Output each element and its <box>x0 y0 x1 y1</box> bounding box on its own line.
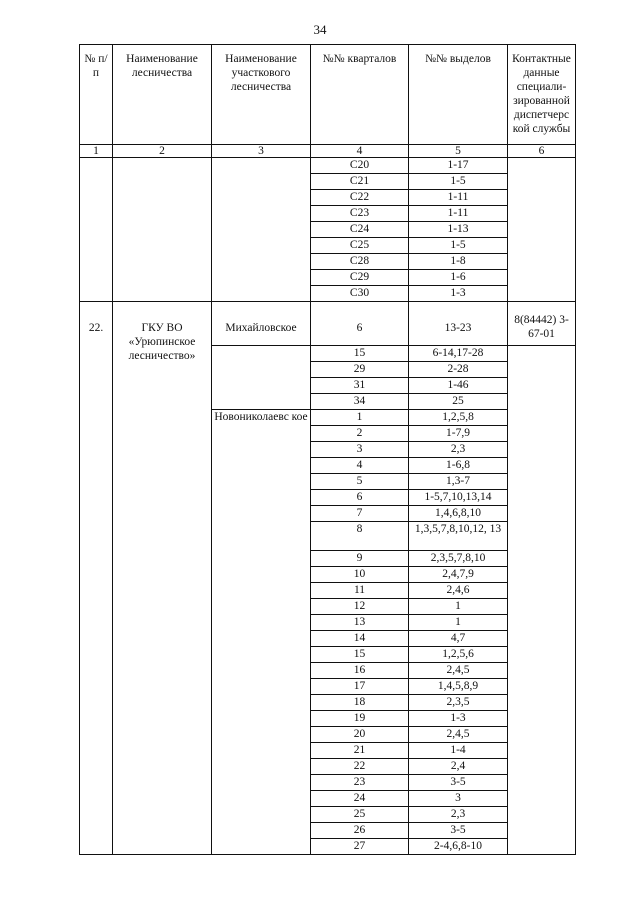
kvartal-cell: 23 <box>311 775 409 791</box>
kvartal-cell: 7 <box>311 506 409 522</box>
vydel-cell: 2,3,5,7,8,10 <box>409 551 508 567</box>
contact-blank-cell <box>508 759 576 775</box>
contact-blank-cell <box>508 791 576 807</box>
col-leshoz-header: Наименование лесничества <box>113 45 212 145</box>
kvartal-cell: С29 <box>311 270 409 286</box>
vydel-cell: 1-7,9 <box>409 426 508 442</box>
vydel-cell: 2,3 <box>409 807 508 823</box>
table-row <box>80 45 576 145</box>
kvartal-cell: 2 <box>311 426 409 442</box>
col-district-header: Наименование участкового лесничества <box>212 45 311 145</box>
contact-blank-cell <box>508 410 576 426</box>
contact-blank-cell <box>508 583 576 599</box>
vydel-cell: 1-11 <box>409 206 508 222</box>
vydel-cell: 2,4,5 <box>409 727 508 743</box>
vydel-cell: 1-3 <box>409 711 508 727</box>
vydel-cell: 1 <box>409 599 508 615</box>
vydel-cell: 6-14,17-28 <box>409 346 508 362</box>
kvartal-cell: 5 <box>311 474 409 490</box>
kvartal-cell: С21 <box>311 174 409 190</box>
contact-blank-cell <box>508 362 576 378</box>
kvartal-cell: 9 <box>311 551 409 567</box>
kvartal-cell: С20 <box>311 158 409 174</box>
contact-blank-cell <box>508 426 576 442</box>
kvartal-cell: 24 <box>311 791 409 807</box>
contact-blank-cell <box>508 615 576 631</box>
col-kvartal-header: №№ кварталов <box>311 45 409 145</box>
contact-blank-cell <box>508 346 576 362</box>
vydel-cell: 1,4,6,8,10 <box>409 506 508 522</box>
vydel-cell: 3 <box>409 791 508 807</box>
vydel-cell: 1-4 <box>409 743 508 759</box>
kvartal-cell: 26 <box>311 823 409 839</box>
contact-blank-cell <box>508 743 576 759</box>
leshoz-name: ГКУ ВО «Урюпинское лесничество» <box>113 302 212 855</box>
contact-blank-cell <box>508 490 576 506</box>
kvartal-cell: 6 <box>311 302 409 346</box>
cont-number-cell <box>80 158 113 302</box>
vydel-cell: 1-8 <box>409 254 508 270</box>
contact-blank-cell <box>508 474 576 490</box>
contact-blank-cell <box>508 839 576 855</box>
contact-blank-cell <box>508 522 576 551</box>
vydel-cell: 1-13 <box>409 222 508 238</box>
kvartal-cell: 34 <box>311 394 409 410</box>
col-number-header: № п/п <box>80 45 113 145</box>
contact-blank-cell <box>508 727 576 743</box>
column-number: 6 <box>508 145 576 158</box>
kvartal-cell: 27 <box>311 839 409 855</box>
vydel-cell: 1,2,5,8 <box>409 410 508 426</box>
contact-blank-cell <box>508 567 576 583</box>
contact-blank-cell <box>508 679 576 695</box>
vydel-cell: 1 <box>409 615 508 631</box>
contact-blank-cell <box>508 775 576 791</box>
table-row <box>80 302 576 346</box>
vydel-cell: 2,4 <box>409 759 508 775</box>
column-number: 5 <box>409 145 508 158</box>
vydel-cell: 2,4,5 <box>409 663 508 679</box>
vydel-cell: 13-23 <box>409 302 508 346</box>
kvartal-cell: 15 <box>311 346 409 362</box>
vydel-cell: 2,4,6 <box>409 583 508 599</box>
contact-blank-cell <box>508 599 576 615</box>
vydel-cell: 1,2,5,6 <box>409 647 508 663</box>
district-name-novonikolaevskoe: Новониколаевс кое <box>212 410 311 855</box>
vydel-cell: 1-46 <box>409 378 508 394</box>
kvartal-cell: 10 <box>311 567 409 583</box>
kvartal-cell: С23 <box>311 206 409 222</box>
kvartal-cell: 31 <box>311 378 409 394</box>
kvartal-cell: 29 <box>311 362 409 378</box>
vydel-cell: 1-3 <box>409 286 508 302</box>
contact-blank-cell <box>508 442 576 458</box>
vydel-cell: 3-5 <box>409 775 508 791</box>
contact-blank-cell <box>508 378 576 394</box>
contact-phone: 8(84442) 3-67-01 <box>508 302 576 346</box>
vydel-cell: 1-6,8 <box>409 458 508 474</box>
kvartal-cell: 1 <box>311 410 409 426</box>
table-row <box>80 158 576 174</box>
vydel-cell: 1-17 <box>409 158 508 174</box>
contact-blank-cell <box>508 631 576 647</box>
contact-blank-cell <box>508 663 576 679</box>
kvartal-cell: 16 <box>311 663 409 679</box>
vydel-cell: 2-28 <box>409 362 508 378</box>
kvartal-cell: 14 <box>311 631 409 647</box>
vydel-cell: 1,3-7 <box>409 474 508 490</box>
kvartal-cell: С22 <box>311 190 409 206</box>
vydel-cell: 2,3 <box>409 442 508 458</box>
cont-district-cell <box>212 158 311 302</box>
vydel-cell: 2,4,7,9 <box>409 567 508 583</box>
contact-blank-cell <box>508 823 576 839</box>
contact-blank-cell <box>508 506 576 522</box>
page-number: 34 <box>313 22 327 37</box>
kvartal-cell: 15 <box>311 647 409 663</box>
vydel-cell: 1-5,7,10,13,14 <box>409 490 508 506</box>
forestry-table <box>79 44 576 855</box>
kvartal-cell: С25 <box>311 238 409 254</box>
kvartal-cell: 22 <box>311 759 409 775</box>
contact-blank-cell <box>508 394 576 410</box>
contact-blank-cell <box>508 711 576 727</box>
kvartal-cell: 4 <box>311 458 409 474</box>
district-blank-cell <box>212 346 311 410</box>
vydel-cell: 2-4,6,8-10 <box>409 839 508 855</box>
kvartal-cell: 19 <box>311 711 409 727</box>
vydel-cell: 1-6 <box>409 270 508 286</box>
kvartal-cell: 6 <box>311 490 409 506</box>
column-number: 1 <box>80 145 113 158</box>
contact-blank-cell <box>508 807 576 823</box>
kvartal-cell: 3 <box>311 442 409 458</box>
kvartal-cell: 20 <box>311 727 409 743</box>
contact-blank-cell <box>508 551 576 567</box>
vydel-cell: 2,3,5 <box>409 695 508 711</box>
cont-leshoz-cell <box>113 158 212 302</box>
col-contact-header: Контактные данные специали-зированной диспетчерс кой службы <box>508 45 576 145</box>
column-number: 4 <box>311 145 409 158</box>
cont-contact-cell <box>508 158 576 302</box>
vydel-cell: 25 <box>409 394 508 410</box>
col-vydel-header: №№ выделов <box>409 45 508 145</box>
vydel-cell: 1,4,5,8,9 <box>409 679 508 695</box>
contact-blank-cell <box>508 695 576 711</box>
vydel-cell: 1-5 <box>409 174 508 190</box>
table-row <box>80 145 576 158</box>
kvartal-cell: С24 <box>311 222 409 238</box>
kvartal-cell: 13 <box>311 615 409 631</box>
kvartal-cell: 8 <box>311 522 409 551</box>
kvartal-cell: 25 <box>311 807 409 823</box>
kvartal-cell: С30 <box>311 286 409 302</box>
kvartal-cell: 12 <box>311 599 409 615</box>
column-number: 3 <box>212 145 311 158</box>
kvartal-cell: С28 <box>311 254 409 270</box>
vydel-cell: 1-11 <box>409 190 508 206</box>
kvartal-cell: 17 <box>311 679 409 695</box>
vydel-cell: 1,3,5,7,8,10,12, 13 <box>409 522 508 551</box>
kvartal-cell: 21 <box>311 743 409 759</box>
vydel-cell: 3-5 <box>409 823 508 839</box>
district-name-mikhailovskoe: Михайловское <box>212 302 311 346</box>
contact-blank-cell <box>508 458 576 474</box>
entry-number: 22. <box>80 302 113 855</box>
vydel-cell: 1-5 <box>409 238 508 254</box>
vydel-cell: 4,7 <box>409 631 508 647</box>
kvartal-cell: 11 <box>311 583 409 599</box>
column-number: 2 <box>113 145 212 158</box>
kvartal-cell: 18 <box>311 695 409 711</box>
contact-blank-cell <box>508 647 576 663</box>
